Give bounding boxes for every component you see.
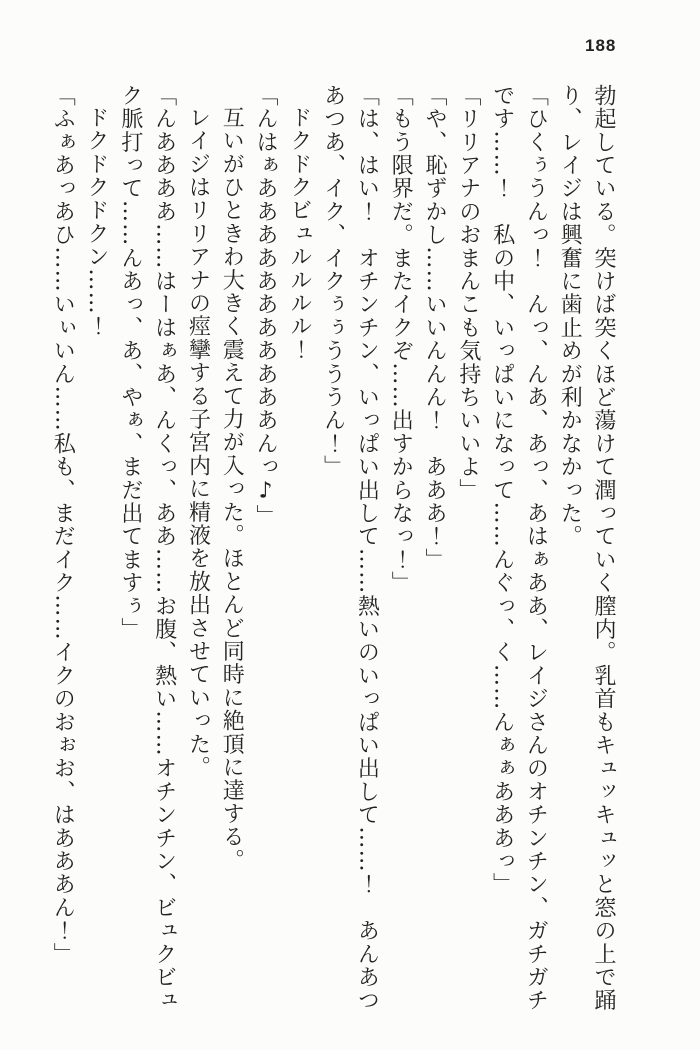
paragraph: レイジはリリアナの痙攣する子宮内に精液を放出させていった。 — [185, 106, 211, 779]
paragraph: 「リリアナのおまんこも気持ちいいよ」 — [455, 84, 481, 502]
paragraph: 「んああああ……はーはぁあ、んくっ、ああ……お腹、熱い……オチンチン、ビュクビュク脈打って……んあっ、あ、やぁ、まだ出てますぅ」 — [117, 84, 177, 1012]
paragraph: 「は、はい！ オチンチン、いっぱい出して……熱いのいっぱい出して……！ あんあつあつあ、イク、イクぅぅうううん！」 — [320, 84, 380, 1012]
paragraph: 勃起している。突けば突くほど蕩けて潤っていく膣内。乳首もキュッキュッと窓の上で踊り、レイジは興奮に歯止めが利かなかった。 — [557, 84, 616, 1012]
paragraph: ドクドクドクン……！ — [84, 106, 110, 338]
paragraph: 互いがひときわ大きく震えて力が入った。ほとんど同時に絶頂に達する。 — [219, 106, 245, 872]
page-number: 188 — [585, 36, 617, 55]
paragraph: ドクドクビュルルルル！ — [286, 106, 312, 362]
paragraph: 「もう限界だ。またイクぞ……出すからなっ！」 — [388, 84, 414, 595]
paragraph: 「や、恥ずかし……いいんんん！ あああ！」 — [422, 84, 448, 572]
page-text — [45, 84, 620, 1014]
paragraph: 「ひくぅうんっ！ んっ、んあ、あっ、あはぁああ、レイジさんのオチンチン、ガチガチです……！ 私の中、いっぱいになって……んぐっ、く……んぁぁあああっ」 — [489, 84, 549, 1012]
paragraph: 「んはぁあああああああああああんっ♪」 — [253, 84, 279, 528]
paragraph: 「ふぁあっあひ……いぃいん……私も、まだイク……イクのおぉお、はあああん！」 — [50, 84, 76, 966]
